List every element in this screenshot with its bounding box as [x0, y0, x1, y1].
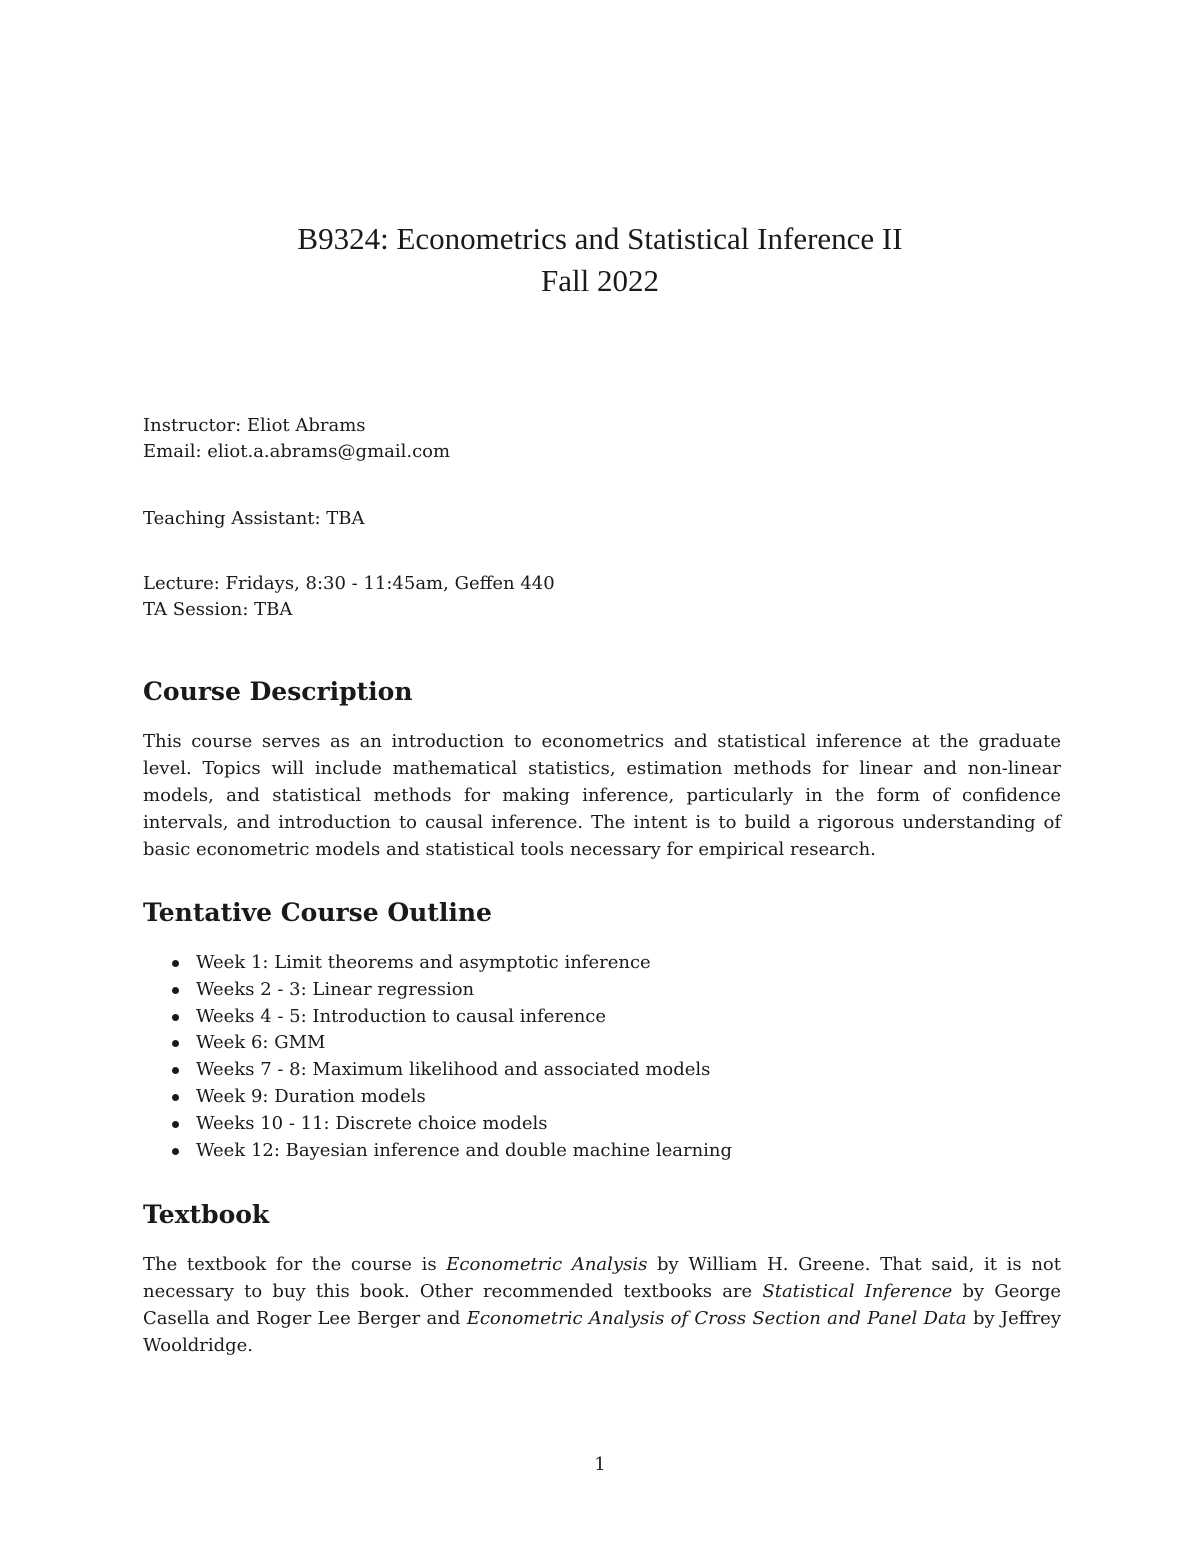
- instructor-line: Instructor: Eliot Abrams: [143, 415, 366, 436]
- course-description-heading: Course Description: [143, 677, 413, 706]
- list-item: [170, 950, 732, 977]
- outline-item-text: Week 9: Duration models: [196, 1085, 426, 1107]
- title-block: [0, 218, 1200, 302]
- bullet-icon: [172, 1014, 179, 1021]
- course-term: Fall 2022: [541, 263, 659, 298]
- outline-item-text: Weeks 2 - 3: Linear regression: [196, 978, 475, 1000]
- textbook-title-cross-section-panel-data: Econometric Analysis of Cross Section and Panel Data: [466, 1308, 967, 1329]
- course-title: B9324: Econometrics and Statistical Inference II: [297, 221, 903, 256]
- page-number: 1: [594, 1454, 606, 1475]
- ta-session-line: TA Session: TBA: [143, 599, 293, 620]
- textbook-text-part: The textbook for the course is: [143, 1254, 447, 1275]
- ta-info: [143, 506, 365, 532]
- textbook-title-statistical-inference: Statistical Inference: [762, 1281, 953, 1302]
- outline-item-text: Week 1: Limit theorems and asymptotic inference: [196, 952, 651, 973]
- bullet-icon: [172, 1067, 179, 1074]
- list-item: [170, 1057, 732, 1084]
- instructor-info: [143, 413, 450, 465]
- lecture-line: Lecture: Fridays, 8:30 - 11:45am, Geffen 440: [143, 573, 555, 594]
- outline-item-text: Weeks 4 - 5: Introduction to causal inference: [196, 1005, 607, 1027]
- bullet-icon: [172, 1040, 179, 1047]
- textbook-title-econometric-analysis: Econometric Analysis: [446, 1254, 648, 1275]
- list-item: [170, 1030, 732, 1057]
- list-item: [170, 977, 732, 1004]
- course-outline-heading: Tentative Course Outline: [143, 898, 492, 927]
- list-item: [170, 1004, 732, 1031]
- bullet-icon: [172, 987, 179, 994]
- schedule-info: [143, 571, 555, 623]
- textbook-text-part: by George Casella and Roger Lee Berger and: [143, 1281, 1062, 1329]
- outline-item-text: Week 6: GMM: [196, 1032, 326, 1054]
- textbook-text: [143, 1251, 1061, 1359]
- course-description-text: This course serves as an introduction to econometrics and statistical inference at the graduate level. Topics will include mathematical statistics, estimation methods for linear and non-linear models, and statistical methods for making inference, particularly in the form of confidence intervals, and introduction to causal inference. The intent is to build a rigorous understanding of basic econometric models and statistical tools necessary for empirical research.: [143, 731, 1061, 860]
- list-item: [170, 1084, 732, 1111]
- textbook-text-part: by William H. Greene. That said, it is not necessary to buy this book. Other recommended textbooks are: [143, 1254, 1061, 1302]
- textbook-text-part: by Jeffrey Wooldridge.: [143, 1308, 1061, 1356]
- bullet-icon: [172, 1094, 179, 1101]
- course-outline-list: [170, 950, 732, 1164]
- list-item: [170, 1138, 732, 1165]
- outline-item-text: Weeks 10 - 11: Discrete choice models: [196, 1112, 548, 1134]
- email-line: Email: eliot.a.abrams@gmail.com: [143, 441, 451, 462]
- textbook-heading: Textbook: [143, 1200, 270, 1229]
- bullet-icon: [172, 1148, 179, 1155]
- outline-item-text: Weeks 7 - 8: Maximum likelihood and associated models: [196, 1059, 711, 1081]
- teaching-assistant-line: Teaching Assistant: TBA: [143, 508, 365, 529]
- list-item: [170, 1111, 732, 1138]
- outline-item-text: Week 12: Bayesian inference and double machine learning: [196, 1139, 733, 1161]
- bullet-icon: [172, 960, 179, 967]
- bullet-icon: [172, 1121, 179, 1128]
